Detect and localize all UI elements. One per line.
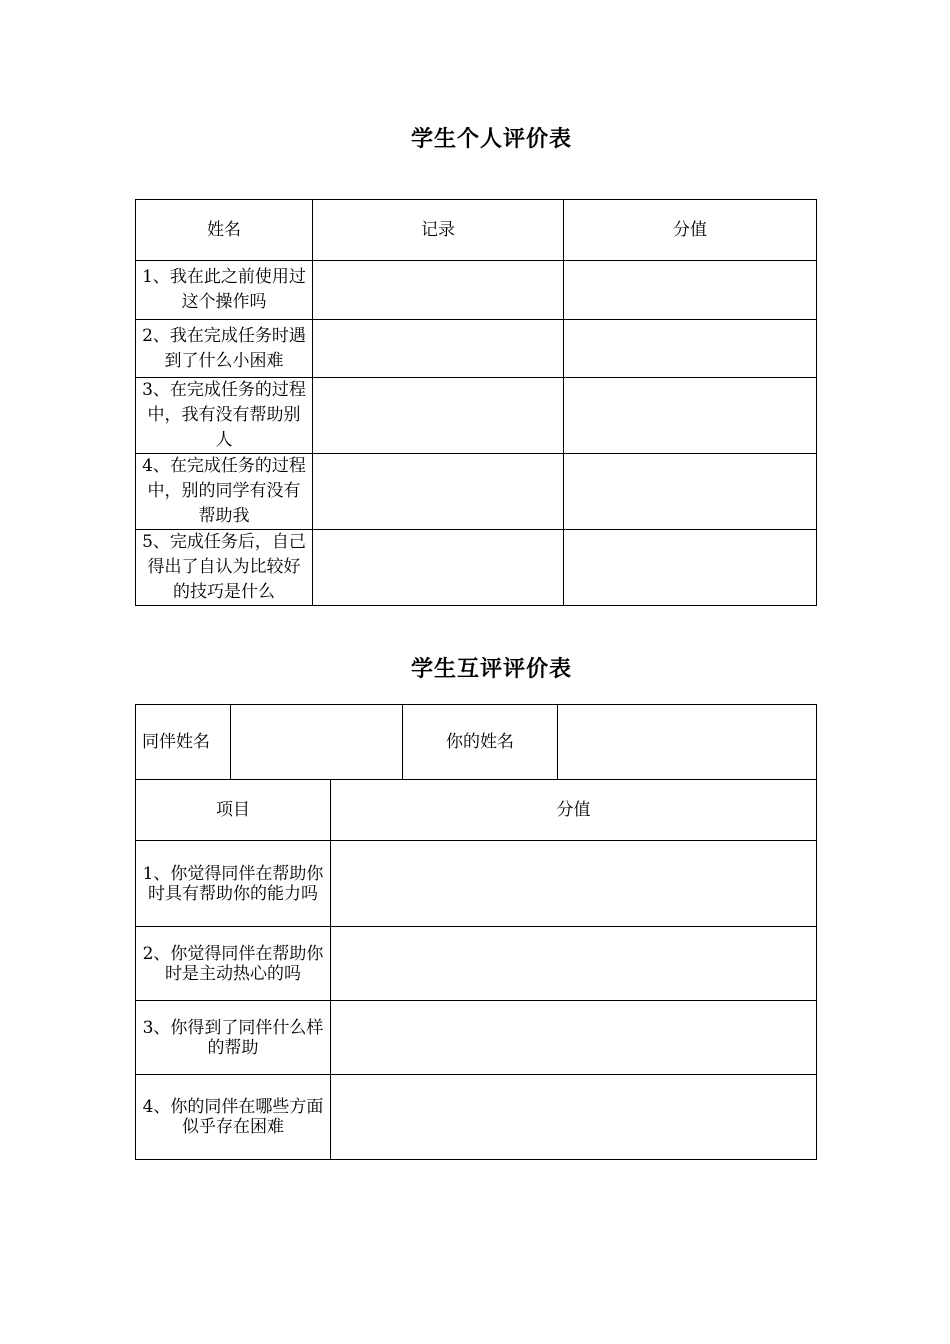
score-cell[interactable]	[564, 530, 817, 606]
header-name: 姓名	[136, 200, 313, 261]
table-row	[136, 927, 817, 1001]
question-cell: 1、我在此之前使用过这个操作吗	[136, 261, 313, 320]
record-cell[interactable]	[313, 320, 564, 378]
item-cell: 1、你觉得同伴在帮助你时具有帮助你的能力吗	[136, 841, 331, 927]
record-cell[interactable]	[313, 378, 564, 454]
table-row	[136, 378, 817, 454]
score-cell[interactable]	[564, 454, 817, 530]
item-cell: 4、你的同伴在哪些方面似乎存在困难	[136, 1075, 331, 1160]
header-item: 项目	[136, 780, 331, 841]
individual-evaluation-table	[135, 199, 817, 606]
record-cell[interactable]	[313, 454, 564, 530]
table-row	[136, 841, 817, 927]
peer-evaluation-table	[135, 704, 817, 1160]
score-cell[interactable]	[331, 1075, 817, 1160]
table-row	[136, 454, 817, 530]
score-cell[interactable]	[564, 261, 817, 320]
header-record: 记录	[313, 200, 564, 261]
item-cell: 3、你得到了同伴什么样的帮助	[136, 1001, 331, 1075]
question-cell: 5、完成任务后，自己得出了自认为比较好的技巧是什么	[136, 530, 313, 606]
score-cell[interactable]	[564, 378, 817, 454]
header-score: 分值	[331, 780, 817, 841]
table-row	[136, 1001, 817, 1075]
table-row	[136, 261, 817, 320]
your-name-field[interactable]	[558, 705, 817, 780]
table-header-row	[136, 780, 817, 841]
table-row	[136, 320, 817, 378]
item-cell: 2、你觉得同伴在帮助你时是主动热心的吗	[136, 927, 331, 1001]
score-cell[interactable]	[331, 1001, 817, 1075]
score-cell[interactable]	[331, 927, 817, 1001]
question-cell: 3、在完成任务的过程中，我有没有帮助别人	[136, 378, 313, 454]
table-row	[136, 530, 817, 606]
question-cell: 4、在完成任务的过程中，别的同学有没有帮助我	[136, 454, 313, 530]
score-cell[interactable]	[564, 320, 817, 378]
name-row	[136, 705, 817, 780]
individual-evaluation-title: 学生个人评价表	[410, 126, 572, 152]
table-row	[136, 1075, 817, 1160]
peer-evaluation-title: 学生互评评价表	[410, 656, 572, 682]
table-header-row	[136, 200, 817, 261]
record-cell[interactable]	[313, 261, 564, 320]
your-name-label: 你的姓名	[403, 705, 558, 780]
score-cell[interactable]	[331, 841, 817, 927]
question-cell: 2、我在完成任务时遇到了什么小困难	[136, 320, 313, 378]
header-score: 分值	[564, 200, 817, 261]
record-cell[interactable]	[313, 530, 564, 606]
partner-name-label: 同伴姓名	[136, 705, 231, 780]
partner-name-field[interactable]	[231, 705, 403, 780]
